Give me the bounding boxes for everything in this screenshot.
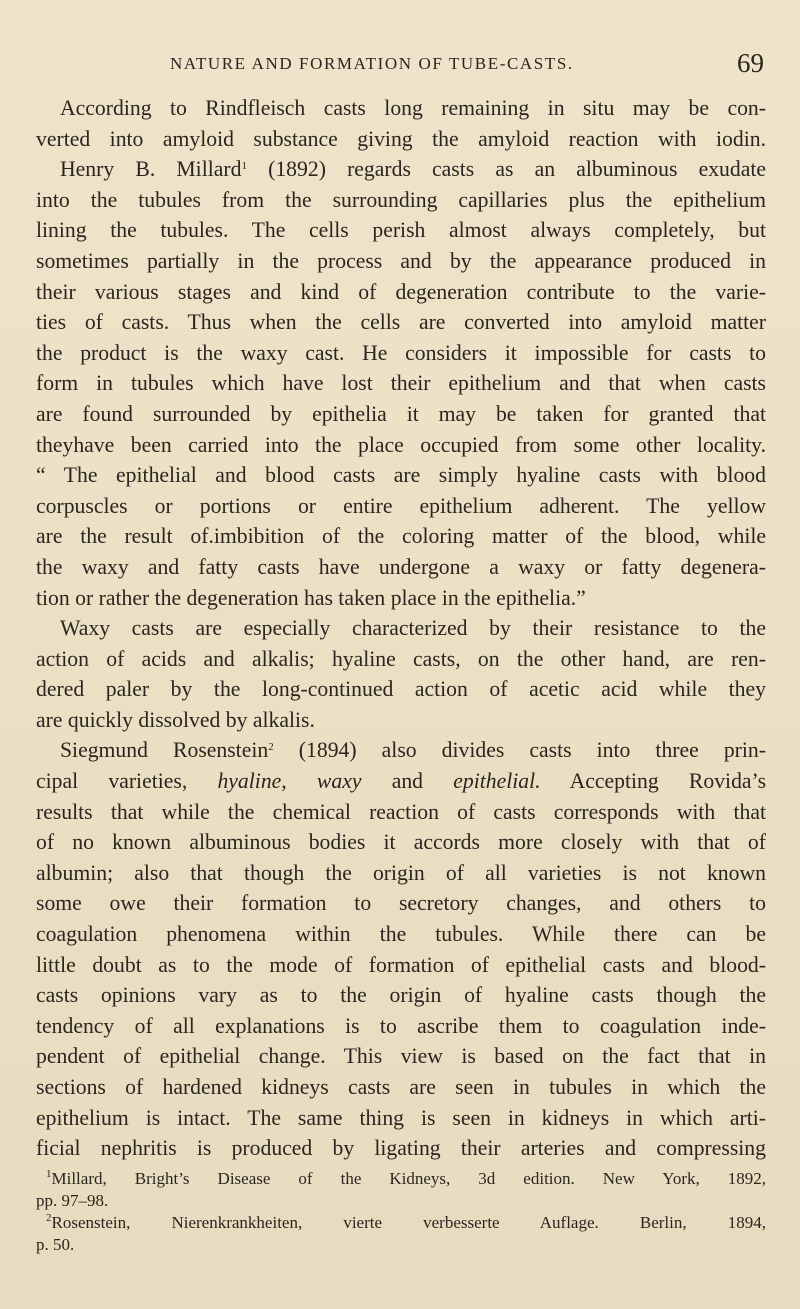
text-line: the waxy and fatty casts have undergone a waxy or fatty degenera- — [36, 554, 766, 579]
text-line: Henry B. Millard$^1$ (1892) regards casts as an albuminous exudate — [60, 157, 766, 182]
text-line: epithelium is intact. The same thing is seen in kidneys in which arti- — [36, 1105, 766, 1130]
text-line: “ The epithelial and blood casts are simply hyaline casts with blood — [36, 463, 766, 488]
text-line: their various stages and kind of degeneration contribute to the varie- — [36, 279, 766, 304]
text-line: Siegmund Rosenstein$^2$ (1894) also divides casts into three prin- — [60, 738, 766, 763]
text-line: the product is the waxy cast. He considers it impossible for casts to — [36, 340, 766, 365]
page-number: 69 — [737, 48, 764, 78]
text-line: theyhave been carried into the place occupied from some other locality. — [36, 432, 766, 457]
footnotes — [36, 1168, 766, 1256]
text-line: coagulation phenomena within the tubules. While there can be — [36, 922, 766, 947]
footnote-reference: 1 — [241, 160, 247, 173]
text-line: cipal varieties, hyaline, waxy and epithelial. Accepting Rovida’s — [36, 769, 767, 794]
footnote-mark: 1 — [46, 1168, 52, 1180]
text-line: pendent of epithelial change. This view is based on the fact that in — [36, 1044, 766, 1069]
text-line: form in tubules which have lost their epithelium and that when casts — [36, 371, 766, 396]
text-line: corpuscles or portions or entire epithelium adherent. The yellow — [36, 493, 766, 518]
text-line: verted into amyloid substance giving the amyloid reaction with iodin. — [36, 126, 766, 151]
running-head — [36, 50, 764, 82]
text-line: of no known albuminous bodies it accords more closely with that of — [36, 830, 766, 855]
footnote-line: $^2$Rosenstein, Nierenkrankheiten, vierte verbesserte Auflage. Berlin, 1894, — [46, 1212, 766, 1232]
text-line: According to Rindfleisch casts long remaining in situ may be con- — [60, 96, 766, 120]
footnote-mark: 2 — [46, 1212, 52, 1224]
text-line: albumin; also that though the origin of all varieties is not known — [36, 860, 766, 885]
footnote-line: pp. 97–98. — [36, 1191, 109, 1210]
text-line: are quickly dissolved by alkalis. — [36, 707, 315, 732]
text-line: dered paler by the long-continued action of acetic acid while they — [36, 677, 766, 702]
text-line: some owe their formation to secretory changes, and others to — [36, 891, 766, 916]
text-line: into the tubules from the surrounding capillaries plus the epithelium — [36, 187, 766, 212]
text-line: little doubt as to the mode of formation of epithelial casts and blood- — [36, 952, 766, 977]
text-line: are the result of.imbibition of the coloring matter of the blood, while — [36, 524, 766, 549]
text-line: action of acids and alkalis; hyaline casts, on the other hand, are ren- — [36, 646, 766, 671]
text-line: Waxy casts are especially characterized by their resistance to the — [60, 616, 766, 641]
footnote-reference: 2 — [268, 741, 274, 754]
text-line: results that while the chemical reaction of casts corresponds with that — [36, 799, 766, 824]
footnote-line: p. 50. — [36, 1235, 75, 1254]
text-line: are found surrounded by epithelia it may be taken for granted that — [36, 401, 766, 426]
text-line: casts opinions vary as to the origin of hyaline casts though the — [36, 983, 766, 1008]
text-line: tion or rather the degeneration has taken place in the epithelia.” — [36, 585, 586, 610]
body-text — [36, 93, 766, 1164]
text-line: ficial nephritis is produced by ligating their arteries and compressing — [36, 1136, 766, 1161]
text-line: sometimes partially in the process and by the appearance produced in — [36, 248, 766, 273]
running-head-title: NATURE AND FORMATION OF TUBE-CASTS. — [170, 54, 574, 73]
footnote-line: $^1$Millard, Bright’s Disease of the Kidneys, 3d edition. New York, 1892, — [46, 1168, 766, 1188]
text-line: sections of hardened kidneys casts are seen in tubules in which the — [36, 1075, 766, 1099]
text-line: lining the tubules. The cells perish almost always completely, but — [36, 218, 766, 243]
text-line: ties of casts. Thus when the cells are converted into amyloid matter — [36, 310, 766, 335]
text-line: tendency of all explanations is to ascribe them to coagulation inde- — [36, 1013, 766, 1038]
